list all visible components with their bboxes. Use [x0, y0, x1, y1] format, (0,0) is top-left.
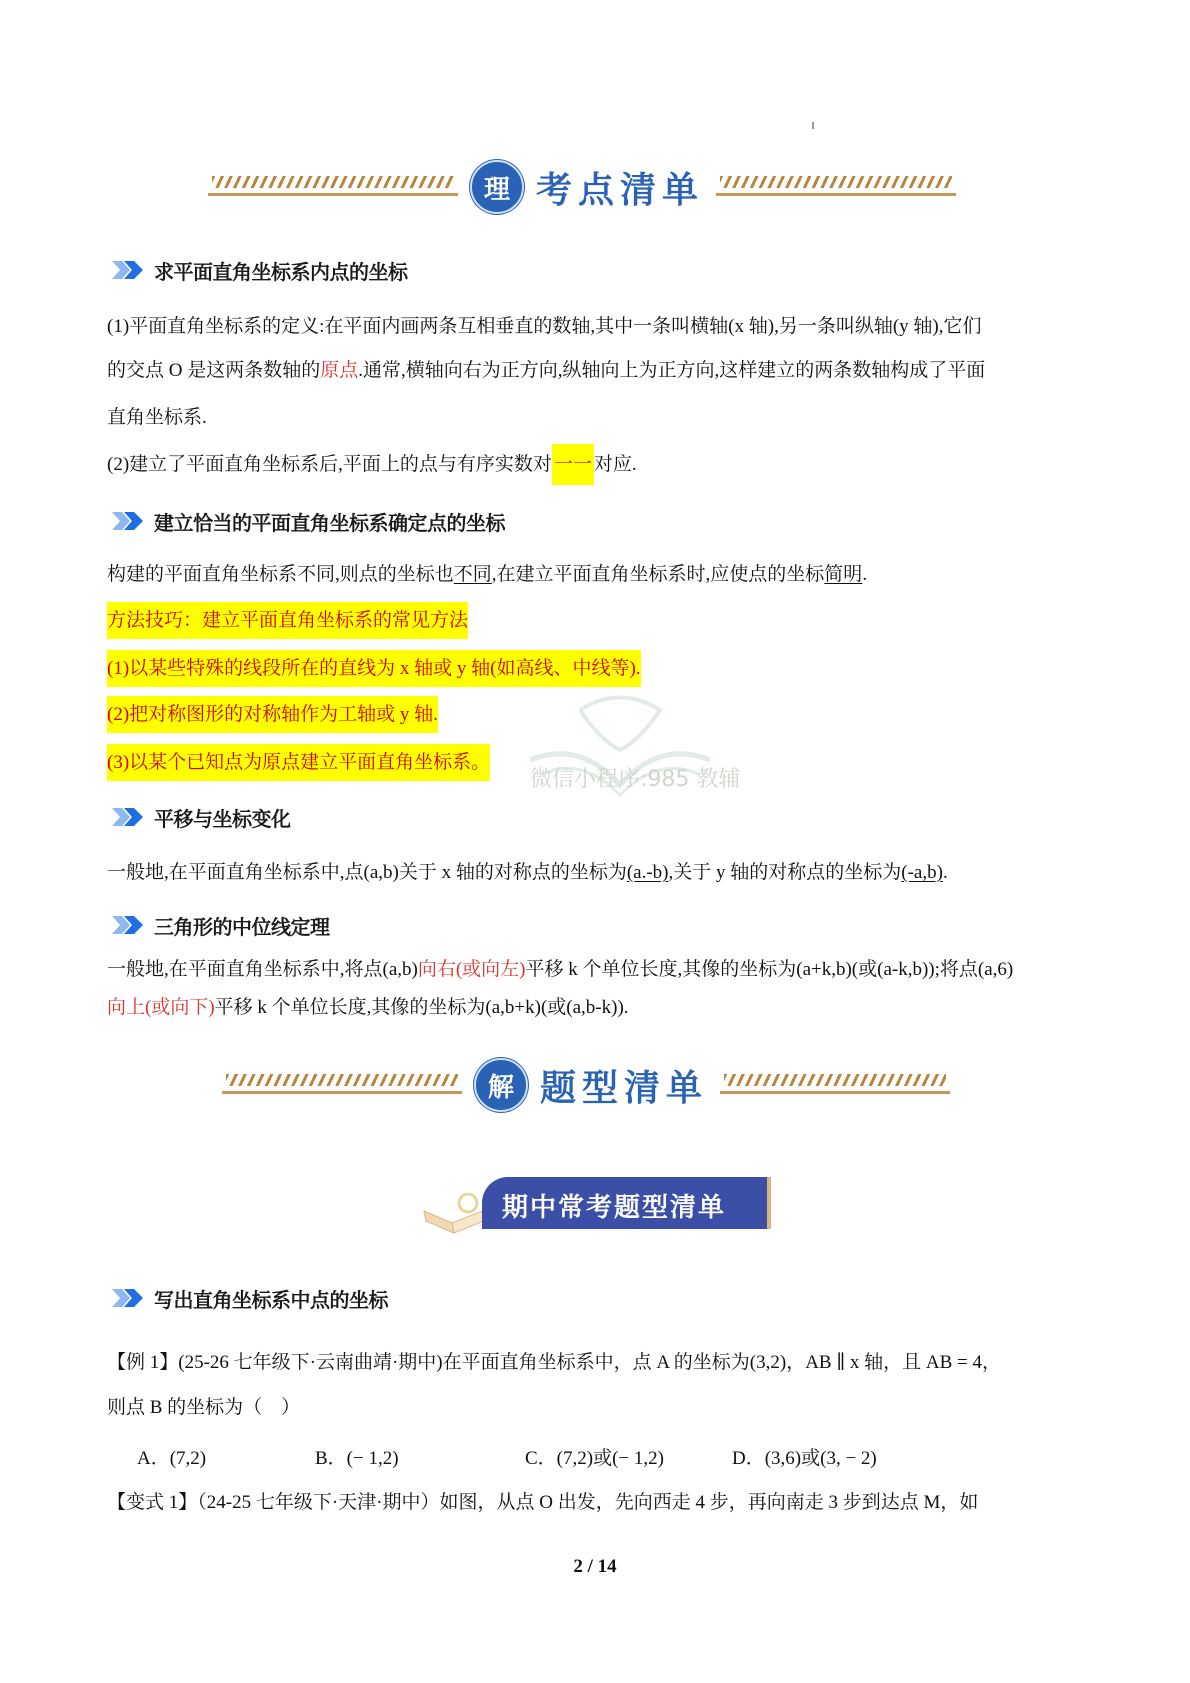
paragraph-line: 的交点 O 是这两条数轴的原点.通常,横轴向右为正方向,纵轴向上为正方向,这样建立的两条数轴构成了平面: [107, 360, 986, 381]
midterm-question-banner: [420, 1173, 770, 1235]
heading-text: 平移与坐标变化: [154, 806, 291, 831]
tip-title: 方法技巧：建立平面直角坐标系的常见方法: [107, 608, 468, 634]
example-1-stem: 【例 1】(25-26 七年级下·云南曲靖·期中)在平面直角坐标系中，点 A 的坐标为(3,2)，AB ∥ x 轴，且 AB = 4，: [107, 1352, 1001, 1373]
banner-title: 题型清单: [540, 1066, 709, 1109]
paragraph-line: 直角坐标系.: [107, 407, 207, 428]
option-c: C．(7,2)或(− 1,2): [525, 1448, 664, 1469]
decor-stripe-left: [208, 174, 458, 200]
paragraph-line: 向上(或向下)平移 k 个单位长度,其像的坐标为(a,b+k)(或(a,b-k)).: [107, 997, 629, 1018]
banner-title: 考点清单: [536, 168, 705, 211]
decor-stripe-right: [716, 174, 956, 200]
tip-item: (3)以某个已知点为原点建立平面直角坐标系。: [107, 750, 490, 776]
paragraph-line: (1)平面直角坐标系的定义:在平面内画两条互相垂直的数轴,其中一条叫横轴(x 轴),另一条叫纵轴(y 轴),它们: [107, 316, 982, 337]
heading-text: 求平面直角坐标系内点的坐标: [154, 259, 408, 284]
tip-item: (1)以某些特殊的线段所在的直线为 x 轴或 y 轴(如高线、中线等).: [107, 656, 641, 682]
section-heading-2: [110, 506, 505, 536]
double-chevron-icon: [110, 510, 146, 532]
tip-item: (2)把对称图形的对称轴作为工轴或 y 轴.: [107, 702, 438, 728]
option-a: A．(7,2): [137, 1448, 207, 1469]
banner-box: 期中常考题型清单: [482, 1177, 771, 1229]
cursor-mark: [812, 122, 814, 129]
decor-stripe-right: [720, 1072, 950, 1098]
page-number: 2 / 14: [573, 1556, 617, 1577]
paragraph-line: 构建的平面直角坐标系不同,则点的坐标也不同,在建立平面直角坐标系时,应使点的坐标简明.: [107, 564, 868, 585]
example-1-question: 则点 B 的坐标为（ ）: [107, 1397, 301, 1418]
heading-text: 写出直角坐标系中点的坐标: [154, 1287, 388, 1312]
watermark-text: 微信小程序:985 教辅: [530, 767, 741, 792]
book-magnifier-icon: [420, 1193, 490, 1235]
paragraph-line: (2)建立了平面直角坐标系后,平面上的点与有序实数对 一一 对应.: [107, 452, 637, 478]
double-chevron-icon: [110, 1287, 146, 1309]
option-b: B．(− 1,2): [315, 1448, 399, 1469]
variant-1-stem: 【变式 1】（24-25 七年级下·天津·期中）如图，从点 O 出发，先向西走 4 步，再向南走 3 步到达点 M，如: [107, 1492, 979, 1513]
option-d: D．(3,6)或(3, − 2): [732, 1448, 877, 1469]
heading-text: 三角形的中位线定理: [154, 914, 330, 939]
decor-stripe-left: [222, 1072, 462, 1098]
paragraph-line: 一般地,在平面直角坐标系中,点(a,b)关于 x 轴的对称点的坐标为(a.-b),关于 y 轴的对称点的坐标为(-a,b).: [107, 862, 948, 883]
badge-jie-icon: 解: [474, 1058, 528, 1112]
section-heading-4: [110, 910, 330, 940]
badge-li-icon: 理: [470, 160, 524, 214]
paragraph-line: 一般地,在平面直角坐标系中,将点(a,b)向右(或向左)平移 k 个单位长度,其像的坐标为(a+k,b)(或(a-k,b));将点(a,6): [107, 959, 1014, 980]
section-heading-5: [110, 1283, 388, 1313]
section-heading-1: [110, 255, 408, 285]
section-banner-kaodian: [208, 160, 956, 214]
double-chevron-icon: [110, 914, 146, 936]
section-heading-3: [110, 802, 291, 832]
highlight-yiyi: 一一: [552, 444, 594, 485]
section-banner-tixing: [222, 1058, 950, 1112]
heading-text: 建立恰当的平面直角坐标系确定点的坐标: [154, 510, 505, 535]
double-chevron-icon: [110, 259, 146, 281]
double-chevron-icon: [110, 806, 146, 828]
term-origin: 原点: [320, 360, 359, 381]
